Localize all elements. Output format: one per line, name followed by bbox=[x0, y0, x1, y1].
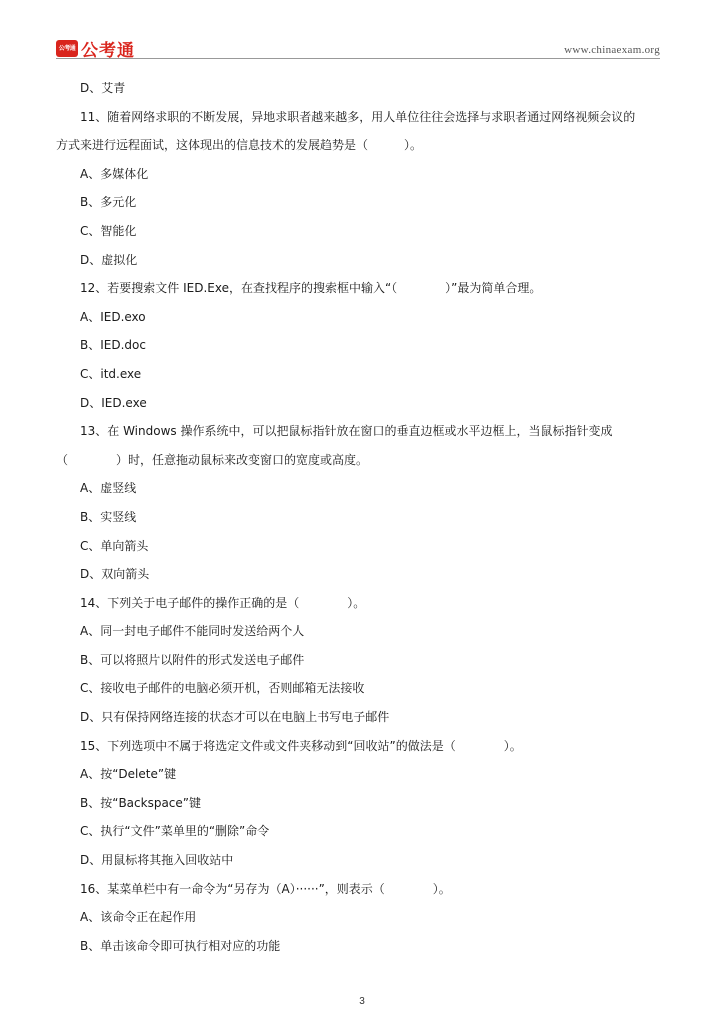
header-divider bbox=[56, 58, 660, 59]
option-line: B、单击该命令即可执行相对应的功能 bbox=[80, 938, 281, 953]
option-line: A、同一封电子邮件不能同时发送给两个人 bbox=[80, 624, 305, 639]
option-line: A、虚竖线 bbox=[80, 481, 137, 496]
option-line: D、只有保持网络连接的状态才可以在电脑上书写电子邮件 bbox=[80, 710, 390, 725]
option-line: C、智能化 bbox=[80, 223, 137, 238]
question-line: 11、随着网络求职的不断发展，异地求职者越来越多，用人单位往往会选择与求职者通过网络视频会议的 bbox=[80, 109, 636, 124]
page-number: 3 bbox=[359, 996, 365, 1007]
option-line: B、多元化 bbox=[80, 195, 137, 210]
option-line: B、可以将照片以附件的形式发送电子邮件 bbox=[80, 652, 305, 667]
option-line: A、按“Delete”键 bbox=[80, 767, 177, 782]
question-continuation: （ ）时，任意拖动鼠标来改变窗口的宽度或高度。 bbox=[56, 452, 369, 467]
document-body bbox=[56, 74, 668, 960]
option-line: A、多媒体化 bbox=[80, 166, 149, 181]
option-line: B、IED.doc bbox=[80, 338, 146, 353]
option-line: D、艾青 bbox=[80, 81, 126, 95]
question-line: 14、下列关于电子邮件的操作正确的是（ ）。 bbox=[80, 595, 366, 610]
site-url: www.chinaexam.org bbox=[564, 44, 660, 56]
option-line: C、单向箭头 bbox=[80, 538, 149, 553]
option-line: B、按“Backspace”键 bbox=[80, 795, 202, 810]
option-line: D、虚拟化 bbox=[80, 252, 138, 267]
option-line: D、用鼠标将其拖入回收站中 bbox=[80, 853, 234, 868]
question-line: 16、某菜单栏中有一命令为“另存为（A）······”，则表示（ ）。 bbox=[80, 881, 451, 896]
option-line: B、实竖线 bbox=[80, 509, 137, 524]
logo-text: 公考通 bbox=[81, 41, 135, 61]
option-line: A、该命令正在起作用 bbox=[80, 910, 197, 925]
option-line: D、IED.exe bbox=[80, 395, 147, 410]
option-line: C、接收电子邮件的电脑必须开机，否则邮箱无法接收 bbox=[80, 681, 365, 696]
option-line: A、IED.exo bbox=[80, 309, 146, 324]
option-line: C、执行“文件”菜单里的“删除”命令 bbox=[80, 824, 270, 839]
question-line: 12、若要搜索文件 IED.Exe，在查找程序的搜索框中输入“（ ）”最为简单合理。 bbox=[80, 281, 542, 296]
page-header bbox=[0, 0, 724, 64]
question-continuation: 方式来进行远程面试，这体现出的信息技术的发展趋势是（ ）。 bbox=[56, 138, 423, 153]
question-line: 15、下列选项中不属于将选定文件或文件夹移动到“回收站”的做法是（ ）。 bbox=[80, 738, 522, 753]
logo-badge: 公考通 bbox=[56, 40, 78, 57]
option-line: D、双向箭头 bbox=[80, 567, 150, 582]
question-line: 13、在 Windows 操作系统中，可以把鼠标指针放在窗口的垂直边框或水平边框上，当鼠标指针变成 bbox=[80, 424, 613, 439]
option-line: C、itd.exe bbox=[80, 366, 142, 381]
